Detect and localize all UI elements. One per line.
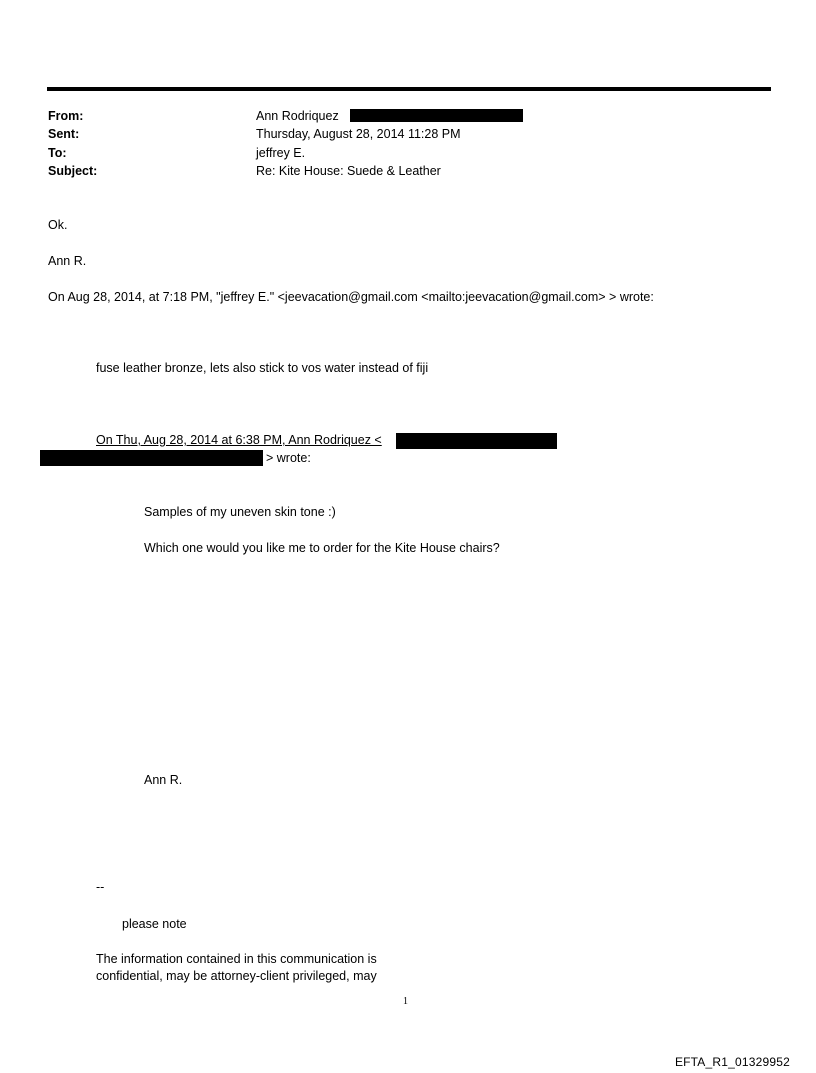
reply-signoff: Ann R. [48, 254, 87, 268]
signature-separator: -- [96, 880, 105, 894]
to-label: To: [48, 146, 67, 160]
quote2-line1: Samples of my uneven skin tone :) [144, 505, 336, 519]
subject-value: Re: Kite House: Suede & Leather [256, 164, 441, 178]
quote2-line2: Which one would you like me to order for the Kite House chairs? [144, 541, 500, 555]
disclaimer-line2: confidential, may be attorney-client privileged, may [96, 969, 377, 983]
quote2-intro: On Thu, Aug 28, 2014 at 6:38 PM, Ann Rodriquez < [96, 433, 382, 447]
redaction-quote2-email [396, 433, 557, 449]
quote2-intro-end: > wrote: [266, 451, 311, 465]
please-note: please note [122, 917, 187, 931]
subject-label: Subject: [48, 164, 98, 178]
quote1-text: fuse leather bronze, lets also stick to vos water instead of fiji [96, 361, 429, 375]
disclaimer-line1: The information contained in this communication is [96, 952, 377, 966]
sent-value: Thursday, August 28, 2014 11:28 PM [256, 127, 461, 141]
redaction-quote2-email-cont [40, 450, 263, 466]
from-label: From: [48, 109, 84, 123]
redaction-from-email [350, 109, 523, 122]
sent-label: Sent: [48, 127, 80, 141]
page-number: 1 [403, 996, 408, 1007]
from-value: Ann Rodriquez [256, 109, 339, 123]
bates-number: EFTA_R1_01329952 [674, 1055, 790, 1069]
header-divider [47, 87, 771, 91]
quote1-intro: On Aug 28, 2014, at 7:18 PM, "jeffrey E." <jeevacation@gmail.com <mailto:jeevacation@gmail.com> > wrote: [48, 290, 654, 304]
quote2-signoff: Ann R. [144, 773, 183, 787]
reply-text: Ok. [48, 218, 68, 232]
to-value: jeffrey E. [256, 146, 306, 160]
